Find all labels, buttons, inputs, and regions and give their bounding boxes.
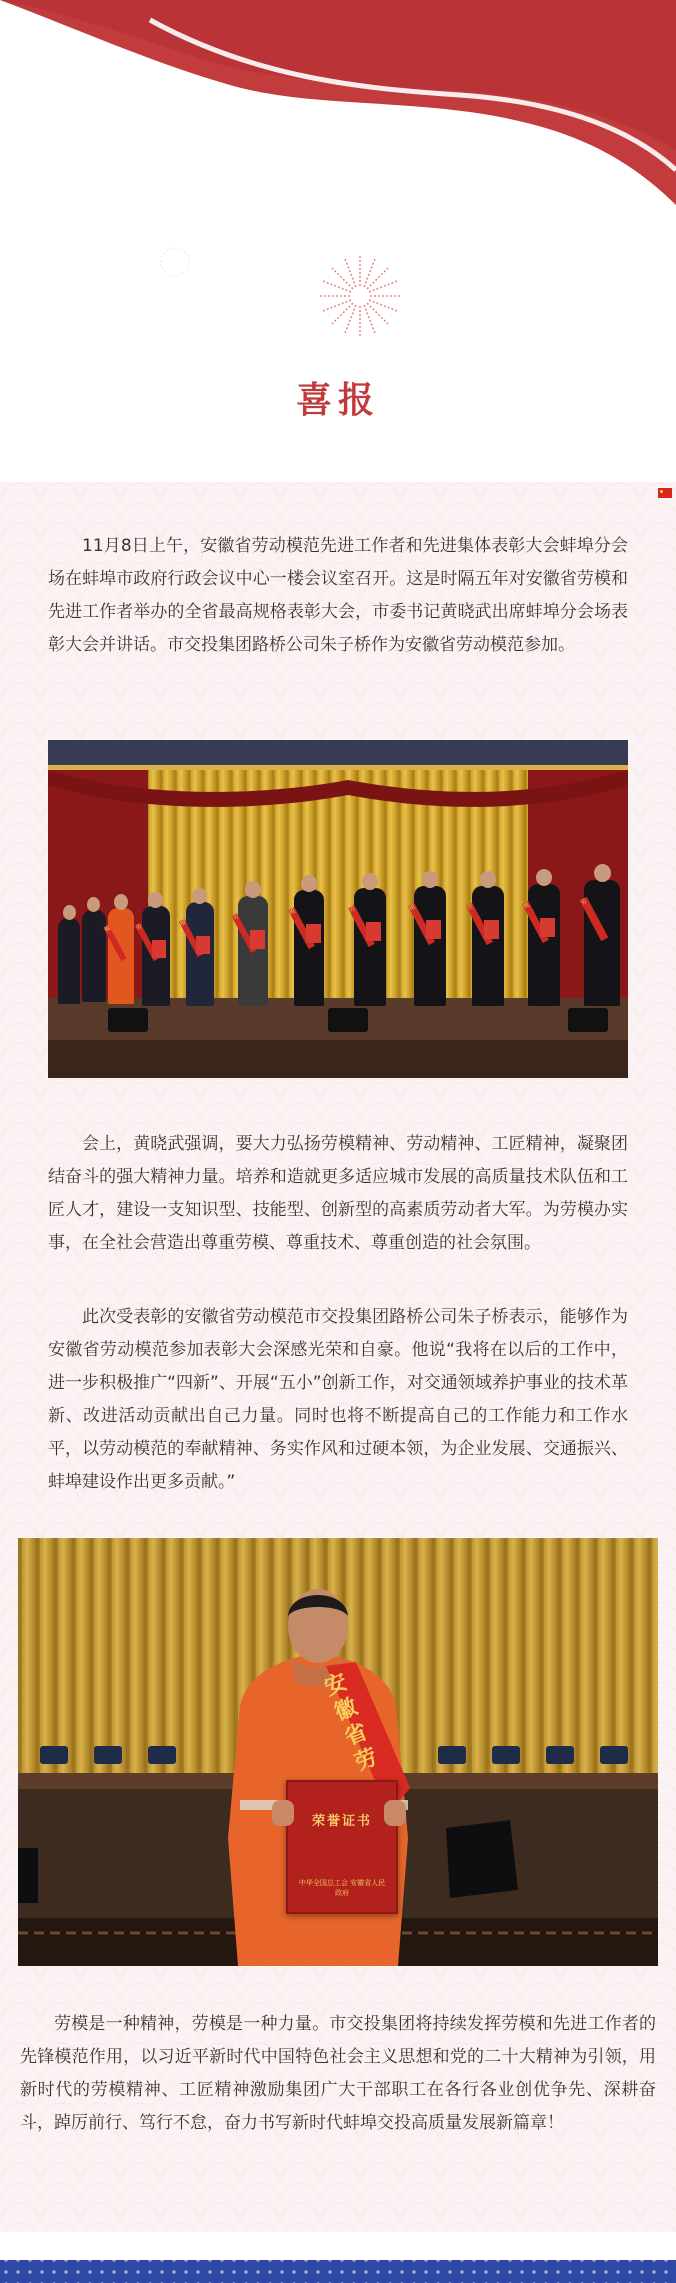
paragraph-3: 此次受表彰的安徽省劳动模范市交投集团路桥公司朱子桥表示，能够作为安徽省劳动模范参加表彰大会深感光荣和自豪。他说“我将在以后的工作中，进一步积极推广“四新”、开展“五小”创新工作，对交通领域养护事业的技术革新、改进活动贡献出自己力量。同时也将不断提高自己的工作能力和工作水平，以劳动模范的奉献精神、务实作风和过硬本领，为企业发展、交通振兴、蚌埠建设作出更多贡献。”: [48, 1307, 628, 1492]
firework-icon: [312, 248, 408, 344]
header-wave-decoration: [0, 0, 676, 220]
china-flag-icon: [658, 488, 672, 498]
certificate-caption: 中华全国总工会 安徽省人民政府: [298, 1879, 386, 1897]
small-firework-icon: [155, 242, 195, 282]
sash: 劳: [348, 905, 375, 947]
paragraph-4: 劳模是一种精神，劳模是一种力量。市交投集团将持续发挥劳模和先进工作者的先锋模范作用，以习近平新时代中国特色社会主义思想和党的二十大精神为引领，用新时代的劳模精神、工匠精神激励集团广大干部职工在各行各业创优争先、深耕奋斗，踔厉前行、笃行不怠，奋力书写新时代蚌埠交投高质量发展新篇章！: [20, 2014, 656, 2133]
sash: 模: [408, 903, 435, 945]
sash: 模: [288, 907, 315, 949]
honor-certificate: [286, 1780, 398, 1914]
footer-decoration: [0, 2232, 676, 2283]
sash: 劳: [231, 913, 256, 953]
sash: 模: [179, 919, 203, 957]
sash: 劳: [466, 903, 493, 945]
ceremony-photo: [48, 740, 628, 1078]
award-winner-photo: [18, 1538, 658, 1966]
sash: 劳: [580, 897, 609, 941]
sash: 模: [522, 901, 549, 943]
article-body: [0, 482, 676, 2232]
header-banner: [0, 0, 676, 480]
paragraph-1: 11月8日上午，安徽省劳动模范先进工作者和先进集体表彰大会蚌埠分会场在蚌埠市政府行政会议中心一楼会议室召开。这是时隔五年对安徽省劳模和先进工作者举办的全省最高规格表彰大会，市委书记黄晓武出席蚌埠分会场表彰大会并讲话。市交投集团路桥公司朱子桥作为安徽省劳动模范参加。: [48, 536, 628, 655]
sash: 模: [103, 925, 126, 961]
sash: 劳: [135, 923, 159, 961]
winner-sash-text: 安徽省劳: [321, 1669, 382, 1777]
footer-dotted-bar: [0, 2260, 676, 2283]
paragraph-2: 会上，黄晓武强调，要大力弘扬劳模精神、劳动精神、工匠精神，凝聚团结奋斗的强大精神力量。培养和造就更多适应城市发展的高质量技术队伍和工匠人才，建设一支知识型、技能型、创新型的高素质劳动者大军。为劳模办实事，在全社会营造出尊重劳模、尊重技术、尊重创造的社会氛围。: [48, 1134, 628, 1253]
page-title: 喜报: [295, 380, 380, 421]
certificate-title: 荣誉证书: [311, 1814, 372, 1829]
